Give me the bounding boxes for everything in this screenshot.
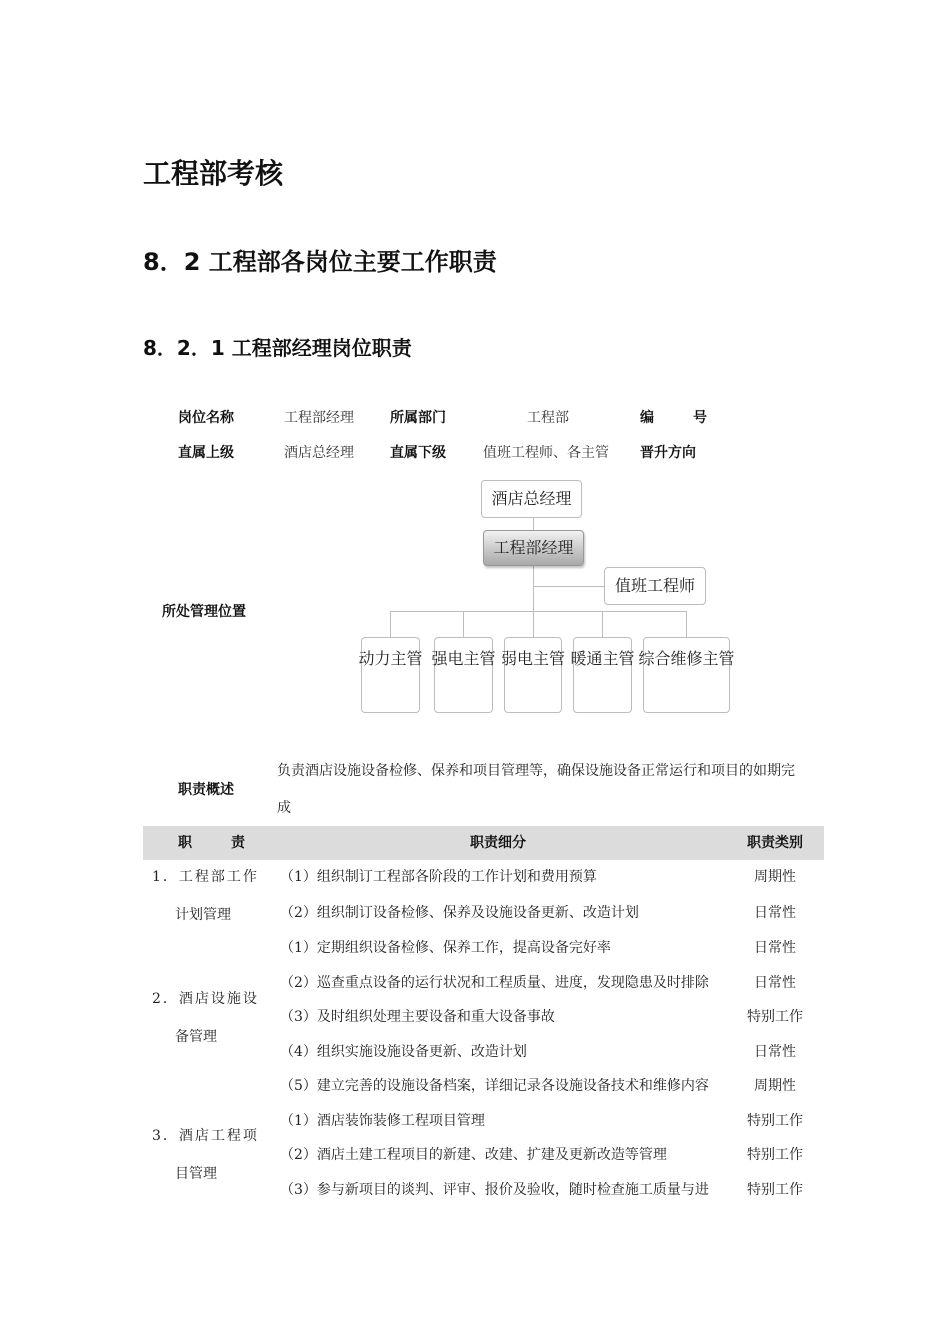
org-connector xyxy=(686,611,687,637)
code-label: 编 号 xyxy=(640,410,707,426)
org-node-engineering-manager: 工程部经理 xyxy=(483,530,584,566)
org-node-label: 强电主管 xyxy=(431,649,496,668)
subordinate-value: 值班工程师、各主管 xyxy=(483,445,609,461)
header-detail: 职责细分 xyxy=(470,835,526,851)
header-duty: 职 责 xyxy=(178,835,245,851)
detail-cell: （2）巡查重点设备的运行状况和工程质量、进度，发现隐患及时排除 xyxy=(280,975,709,991)
type-cell: 周期性 xyxy=(754,869,796,885)
org-connector xyxy=(533,586,604,587)
dept-value: 工程部 xyxy=(527,410,569,426)
detail-cell: （3）及时组织处理主要设备和重大设备事故 xyxy=(280,1009,555,1025)
detail-cell: （2）组织制订设备检修、保养及设施设备更新、改造计划 xyxy=(280,905,639,921)
type-cell: 特别工作 xyxy=(747,1009,803,1025)
duty-cell: 1．工程部工作 xyxy=(152,869,259,885)
duty-cell: 备管理 xyxy=(175,1029,217,1045)
summary-text-line1: 负责酒店设施设备检修、保养和项目管理等，确保设施设备正常运行和项目的如期完 xyxy=(277,763,795,779)
superior-value: 酒店总经理 xyxy=(284,445,354,461)
org-connector xyxy=(533,566,534,611)
subsection-heading: 8．2．1 工程部经理岗位职责 xyxy=(143,336,412,360)
promotion-label: 晋升方向 xyxy=(640,445,696,461)
duty-cell: 目管理 xyxy=(175,1166,217,1182)
duty-cell: 计划管理 xyxy=(175,907,231,923)
org-node-general-manager: 酒店总经理 xyxy=(481,480,582,518)
duty-cell: 2．酒店设施设 xyxy=(152,991,259,1007)
summary-label: 职责概述 xyxy=(178,782,234,798)
org-node-weak-current-supervisor xyxy=(500,637,565,713)
detail-cell: （1）酒店装饰装修工程项目管理 xyxy=(280,1113,485,1129)
type-cell: 特别工作 xyxy=(747,1113,803,1129)
page-title: 工程部考核 xyxy=(143,157,284,190)
org-connector xyxy=(602,611,603,637)
detail-cell: （1）定期组织设备检修、保养工作，提高设备完好率 xyxy=(280,940,611,956)
detail-cell: （5）建立完善的设施设备档案，详细记录各设施设备技术和维修内容 xyxy=(280,1078,709,1094)
org-node-heavy-current-supervisor xyxy=(431,637,496,713)
superior-label: 直属上级 xyxy=(178,445,234,461)
org-node-label: 动力主管 xyxy=(358,649,423,668)
type-cell: 日常性 xyxy=(754,1044,796,1060)
type-cell: 日常性 xyxy=(754,940,796,956)
org-node-duty-engineer: 值班工程师 xyxy=(604,567,706,605)
post-name-value: 工程部经理 xyxy=(284,410,354,426)
org-connector xyxy=(463,611,464,637)
post-name-label: 岗位名称 xyxy=(178,410,234,426)
type-cell: 周期性 xyxy=(754,1078,796,1094)
org-node-label: 暖通主管 xyxy=(570,649,635,668)
detail-cell: （2）酒店土建工程项目的新建、改建、扩建及更新改造等管理 xyxy=(280,1147,667,1163)
org-connector xyxy=(533,518,534,530)
org-connector xyxy=(390,611,391,637)
subordinate-label: 直属下级 xyxy=(390,445,446,461)
section-heading: 8．2 工程部各岗位主要工作职责 xyxy=(143,248,497,276)
duty-cell: 3．酒店工程项 xyxy=(152,1128,259,1144)
org-node-maintenance-supervisor xyxy=(638,637,735,713)
summary-text-line2: 成 xyxy=(277,800,291,816)
org-node-hvac-supervisor xyxy=(570,637,635,713)
type-cell: 特别工作 xyxy=(747,1182,803,1198)
management-position-label: 所处管理位置 xyxy=(162,604,246,620)
type-cell: 日常性 xyxy=(754,975,796,991)
org-connector xyxy=(390,611,686,612)
detail-cell: （3）参与新项目的谈判、评审、报价及验收，随时检查施工质量与进 xyxy=(280,1182,709,1198)
detail-cell: （4）组织实施设施设备更新、改造计划 xyxy=(280,1044,527,1060)
org-node-label: 综合维修主管 xyxy=(638,649,735,668)
dept-label: 所属部门 xyxy=(390,410,446,426)
header-type: 职责类别 xyxy=(747,835,803,851)
org-node-label: 弱电主管 xyxy=(500,649,565,668)
type-cell: 日常性 xyxy=(754,905,796,921)
detail-cell: （1）组织制订工程部各阶段的工作计划和费用预算 xyxy=(280,869,597,885)
org-node-power-supervisor xyxy=(358,637,423,713)
type-cell: 特别工作 xyxy=(747,1147,803,1163)
org-connector xyxy=(533,611,534,637)
